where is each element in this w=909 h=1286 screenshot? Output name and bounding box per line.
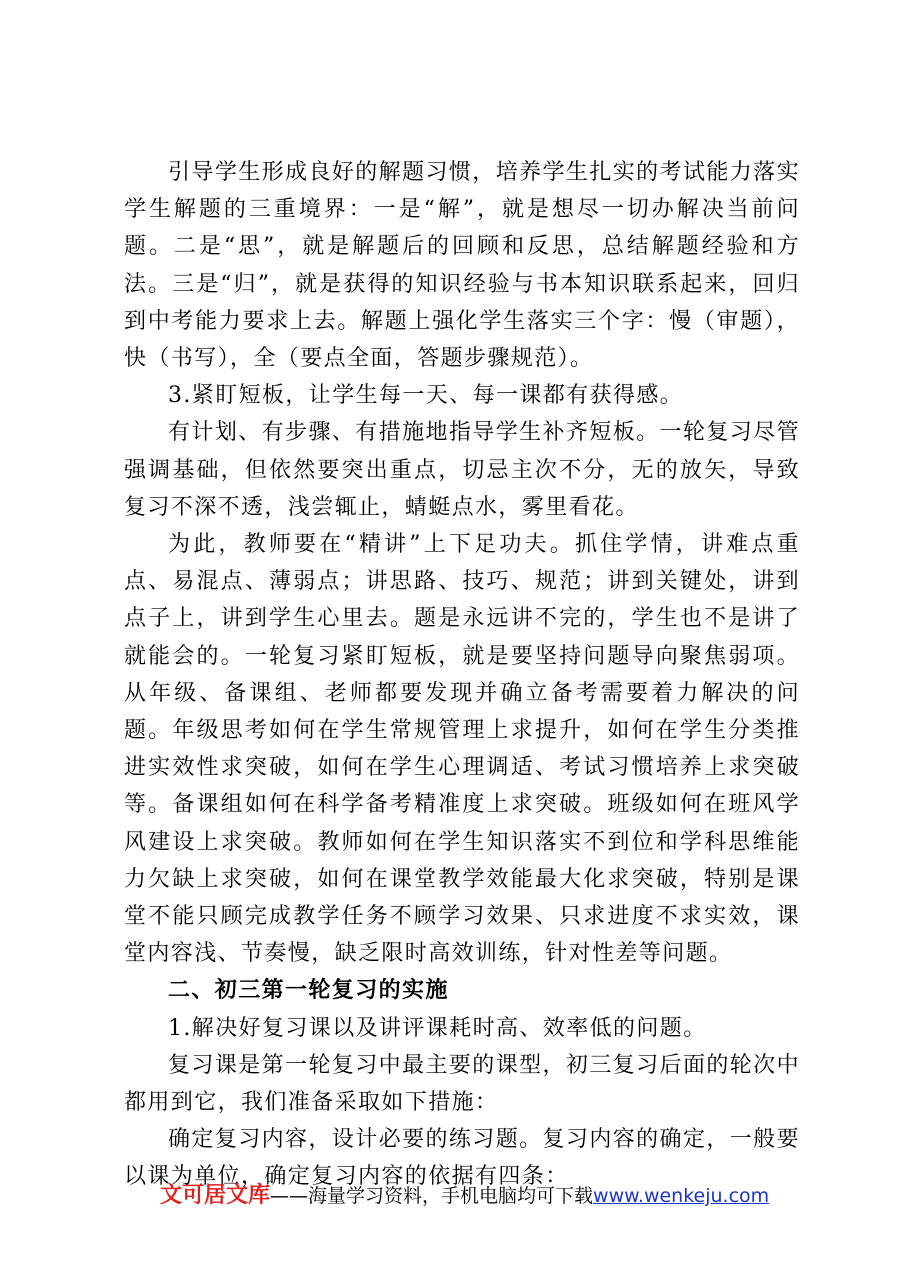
paragraph-review-class-type: 复习课是第一轮复习中最主要的课型，初三复习后面的轮次中都用到它，我们准备采取如下措施： <box>124 1052 800 1116</box>
footer-slogan: ——海量学习资料，手机电脑均可下载 <box>270 1185 594 1207</box>
paragraph-precise-teaching: 为此，教师要在“精讲”上下足功夫。抓住学情，讲难点重点、易混点、薄弱点；讲思路、技巧、规范；讲到关键处，讲到点子上，讲到学生心里去。题是永远讲不完的，学生也不是讲了就能会的。一轮复习紧盯短板，就是要坚持问题导向聚焦弱项。从年级、备课组、老师都要发现并确立备考需要着力解决的问题。年级思考如何在学生常规管理上求提升，如何在学生分类推进实效性求突破，如何在学生心理调适、考试习惯培养上求突破等。备课组如何在科学备考精准度上求突破。班级如何在班风学风建设上求突破。教师如何在学生知识落实不到位和学科思维能力欠缺上求突破，如何在课堂教学效能最大化求突破，特别是课堂不能只顾完成教学任务不顾学习效果、只求进度不求实效，课堂内容浅、节奏慢，缺乏限时高效训练，针对性差等问题。 <box>124 532 800 967</box>
section-heading: 二、初三第一轮复习的实施 <box>168 977 449 1004</box>
footer-banner <box>160 1183 800 1209</box>
footer-link[interactable]: www.wenkeju.com <box>593 1185 770 1207</box>
footer-brand: 文可居文库 <box>160 1183 271 1208</box>
paragraph-review-content: 确定复习内容，设计必要的练习题。复习内容的确定，一般要以课为单位，确定复习内容的依据有四条： <box>124 1127 800 1190</box>
document-body <box>124 154 800 1196</box>
paragraph-focus-weakness-title: 3.紧盯短板，让学生每一天、每一课都有获得感。 <box>168 383 684 409</box>
paragraph-plan-steps: 有计划、有步骤、有措施地指导学生补齐短板。一轮复习尽管强调基础，但依然要突出重点，切忌主次不分，无的放矢，导致复习不深不透，浅尝辄止，蜻蜓点水，雾里看花。 <box>124 420 800 520</box>
paragraph-review-efficiency: 1.解决好复习课以及讲评课耗时高、效率低的问题。 <box>168 1015 707 1041</box>
paragraph-problem-solving-habits: 引导学生形成良好的解题习惯，培养学生扎实的考试能力落实学生解题的三重境界：一是“解”，就是想尽一切办解决当前问题。二是“思”，就是解题后的回顾和反思，总结解题经验和方法。三是“归”，就是获得的知识经验与书本知识联系起来，回归到中考能力要求上去。解题上强化学生落实三个字：慢（审题），快（书写），全（要点全面，答题步骤规范）。 <box>124 160 800 372</box>
